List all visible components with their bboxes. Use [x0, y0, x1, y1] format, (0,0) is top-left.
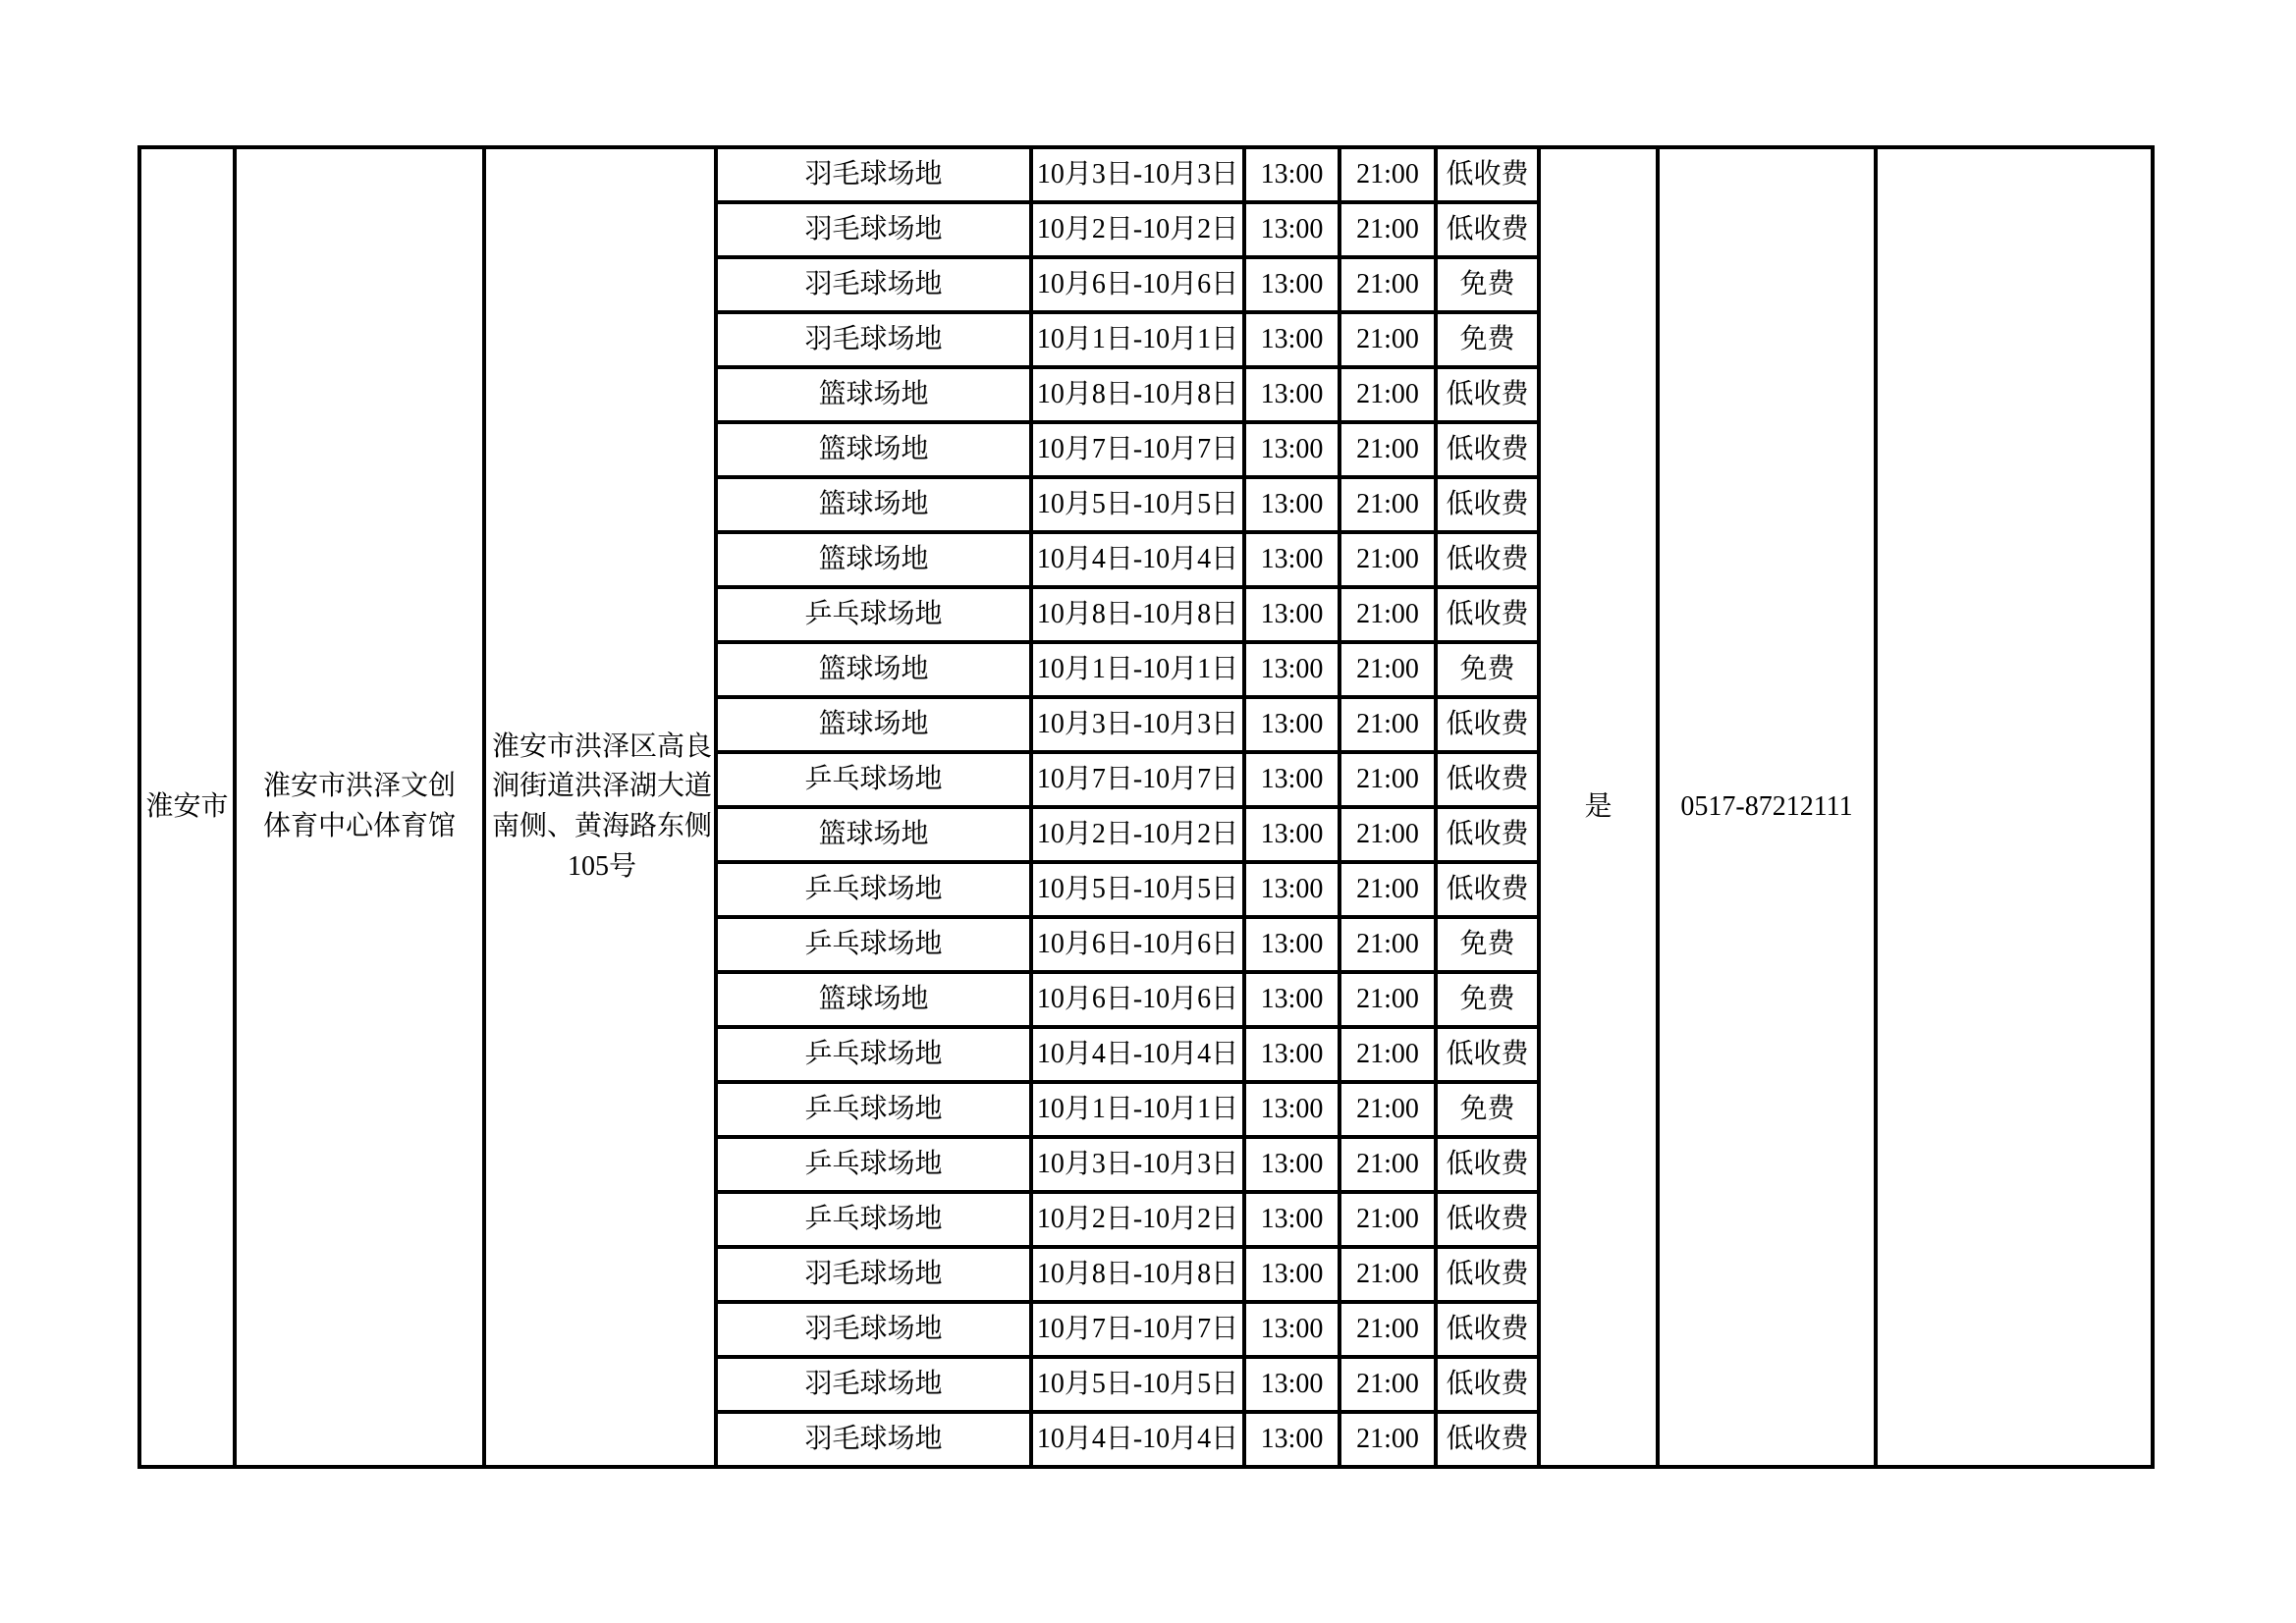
- cell-end-time: 21:00: [1339, 642, 1436, 697]
- cell-end-time: 21:00: [1339, 1192, 1436, 1247]
- cell-start-time: 13:00: [1244, 422, 1339, 477]
- cell-fee-level: 免费: [1436, 972, 1539, 1027]
- cell-facility-type: 羽毛球场地: [716, 1357, 1031, 1412]
- cell-fee-level: 低收费: [1436, 1137, 1539, 1192]
- cell-start-time: 13:00: [1244, 367, 1339, 422]
- cell-start-time: 13:00: [1244, 697, 1339, 752]
- cell-fee-level: 免费: [1436, 917, 1539, 972]
- cell-fee-level: 低收费: [1436, 1302, 1539, 1357]
- cell-start-time: 13:00: [1244, 257, 1339, 312]
- cell-start-time: 13:00: [1244, 642, 1339, 697]
- cell-start-time: 13:00: [1244, 917, 1339, 972]
- cell-start-time: 13:00: [1244, 862, 1339, 917]
- cell-date-range: 10月8日-10月8日: [1031, 1247, 1244, 1302]
- cell-fee-level: 低收费: [1436, 587, 1539, 642]
- cell-date-range: 10月1日-10月1日: [1031, 642, 1244, 697]
- cell-end-time: 21:00: [1339, 312, 1436, 367]
- cell-fee-level: 低收费: [1436, 147, 1539, 202]
- cell-end-time: 21:00: [1339, 1412, 1436, 1467]
- cell-end-time: 21:00: [1339, 1137, 1436, 1192]
- cell-date-range: 10月7日-10月7日: [1031, 422, 1244, 477]
- cell-start-time: 13:00: [1244, 1082, 1339, 1137]
- cell-end-time: 21:00: [1339, 202, 1436, 257]
- cell-date-range: 10月1日-10月1日: [1031, 312, 1244, 367]
- cell-start-time: 13:00: [1244, 1137, 1339, 1192]
- cell-facility-type: 篮球场地: [716, 367, 1031, 422]
- cell-date-range: 10月6日-10月6日: [1031, 257, 1244, 312]
- cell-end-time: 21:00: [1339, 477, 1436, 532]
- cell-date-range: 10月6日-10月6日: [1031, 917, 1244, 972]
- cell-fee-level: 免费: [1436, 312, 1539, 367]
- schedule-row: [139, 147, 2153, 202]
- cell-facility-type: 乒乓球场地: [716, 1082, 1031, 1137]
- cell-facility-type: 篮球场地: [716, 422, 1031, 477]
- cell-end-time: 21:00: [1339, 367, 1436, 422]
- cell-end-time: 21:00: [1339, 1302, 1436, 1357]
- cell-fee-level: 低收费: [1436, 807, 1539, 862]
- cell-end-time: 21:00: [1339, 807, 1436, 862]
- cell-facility-type: 乒乓球场地: [716, 862, 1031, 917]
- cell-end-time: 21:00: [1339, 752, 1436, 807]
- cell-end-time: 21:00: [1339, 917, 1436, 972]
- cell-start-time: 13:00: [1244, 202, 1339, 257]
- cell-end-time: 21:00: [1339, 257, 1436, 312]
- cell-date-range: 10月2日-10月2日: [1031, 1192, 1244, 1247]
- cell-facility-type: 羽毛球场地: [716, 312, 1031, 367]
- cell-facility-type: 羽毛球场地: [716, 1302, 1031, 1357]
- cell-facility-type: 篮球场地: [716, 972, 1031, 1027]
- cell-end-time: 21:00: [1339, 532, 1436, 587]
- cell-date-range: 10月4日-10月4日: [1031, 1027, 1244, 1082]
- cell-facility-type: 篮球场地: [716, 697, 1031, 752]
- cell-facility-type: 羽毛球场地: [716, 202, 1031, 257]
- cell-date-range: 10月5日-10月5日: [1031, 1357, 1244, 1412]
- venue-name-text: 淮安市洪泽文创体育中心体育馆: [262, 771, 456, 841]
- cell-date-range: 10月4日-10月4日: [1031, 1412, 1244, 1467]
- cell-start-time: 13:00: [1244, 972, 1339, 1027]
- cell-fee-level: 低收费: [1436, 1247, 1539, 1302]
- cell-end-time: 21:00: [1339, 1357, 1436, 1412]
- cell-fee-level: 低收费: [1436, 1027, 1539, 1082]
- cell-fee-level: 低收费: [1436, 1357, 1539, 1412]
- cell-facility-type: 篮球场地: [716, 807, 1031, 862]
- cell-fee-level: 免费: [1436, 257, 1539, 312]
- cell-start-time: 13:00: [1244, 1247, 1339, 1302]
- cell-city: 淮安市: [139, 147, 235, 1467]
- cell-open-flag: 是: [1539, 147, 1658, 1467]
- cell-fee-level: 低收费: [1436, 1192, 1539, 1247]
- cell-notes: [1876, 147, 2153, 1467]
- venues-table: [137, 145, 2155, 1469]
- cell-start-time: 13:00: [1244, 1192, 1339, 1247]
- cell-facility-type: 篮球场地: [716, 642, 1031, 697]
- cell-fee-level: 低收费: [1436, 202, 1539, 257]
- cell-date-range: 10月2日-10月2日: [1031, 202, 1244, 257]
- cell-end-time: 21:00: [1339, 422, 1436, 477]
- cell-facility-type: 乒乓球场地: [716, 1027, 1031, 1082]
- cell-fee-level: 免费: [1436, 1082, 1539, 1137]
- cell-facility-type: 羽毛球场地: [716, 147, 1031, 202]
- cell-start-time: 13:00: [1244, 147, 1339, 202]
- cell-end-time: 21:00: [1339, 697, 1436, 752]
- cell-facility-type: 羽毛球场地: [716, 257, 1031, 312]
- cell-end-time: 21:00: [1339, 1082, 1436, 1137]
- cell-end-time: 21:00: [1339, 972, 1436, 1027]
- cell-date-range: 10月5日-10月5日: [1031, 862, 1244, 917]
- cell-date-range: 10月8日-10月8日: [1031, 367, 1244, 422]
- table-body: [139, 147, 2153, 1467]
- cell-start-time: 13:00: [1244, 752, 1339, 807]
- cell-fee-level: 低收费: [1436, 862, 1539, 917]
- cell-date-range: 10月4日-10月4日: [1031, 532, 1244, 587]
- cell-start-time: 13:00: [1244, 1412, 1339, 1467]
- cell-start-time: 13:00: [1244, 1357, 1339, 1412]
- cell-date-range: 10月1日-10月1日: [1031, 1082, 1244, 1137]
- cell-fee-level: 免费: [1436, 642, 1539, 697]
- cell-facility-type: 篮球场地: [716, 532, 1031, 587]
- cell-start-time: 13:00: [1244, 477, 1339, 532]
- cell-end-time: 21:00: [1339, 587, 1436, 642]
- cell-date-range: 10月2日-10月2日: [1031, 807, 1244, 862]
- cell-facility-type: 篮球场地: [716, 477, 1031, 532]
- cell-fee-level: 低收费: [1436, 477, 1539, 532]
- cell-date-range: 10月5日-10月5日: [1031, 477, 1244, 532]
- cell-fee-level: 低收费: [1436, 422, 1539, 477]
- cell-start-time: 13:00: [1244, 587, 1339, 642]
- cell-facility-type: 乒乓球场地: [716, 752, 1031, 807]
- cell-date-range: 10月7日-10月7日: [1031, 752, 1244, 807]
- cell-facility-type: 羽毛球场地: [716, 1247, 1031, 1302]
- cell-date-range: 10月6日-10月6日: [1031, 972, 1244, 1027]
- cell-end-time: 21:00: [1339, 1027, 1436, 1082]
- cell-phone: 0517-87212111: [1658, 147, 1876, 1467]
- cell-facility-type: 乒乓球场地: [716, 917, 1031, 972]
- cell-end-time: 21:00: [1339, 862, 1436, 917]
- cell-fee-level: 低收费: [1436, 697, 1539, 752]
- cell-start-time: 13:00: [1244, 807, 1339, 862]
- cell-start-time: 13:00: [1244, 312, 1339, 367]
- cell-fee-level: 低收费: [1436, 1412, 1539, 1467]
- cell-facility-type: 羽毛球场地: [716, 1412, 1031, 1467]
- cell-facility-type: 乒乓球场地: [716, 1192, 1031, 1247]
- cell-end-time: 21:00: [1339, 147, 1436, 202]
- cell-facility-type: 乒乓球场地: [716, 587, 1031, 642]
- cell-start-time: 13:00: [1244, 1027, 1339, 1082]
- cell-date-range: 10月8日-10月8日: [1031, 587, 1244, 642]
- cell-date-range: 10月3日-10月3日: [1031, 697, 1244, 752]
- cell-end-time: 21:00: [1339, 1247, 1436, 1302]
- cell-venue-name: [235, 147, 484, 1467]
- cell-date-range: 10月3日-10月3日: [1031, 147, 1244, 202]
- cell-address: [484, 147, 716, 1467]
- cell-fee-level: 低收费: [1436, 752, 1539, 807]
- cell-start-time: 13:00: [1244, 1302, 1339, 1357]
- cell-date-range: 10月3日-10月3日: [1031, 1137, 1244, 1192]
- cell-date-range: 10月7日-10月7日: [1031, 1302, 1244, 1357]
- cell-fee-level: 低收费: [1436, 532, 1539, 587]
- address-text: 淮安市洪泽区高良涧街道洪泽湖大道南侧、黄海路东侧105号: [491, 730, 712, 882]
- cell-fee-level: 低收费: [1436, 367, 1539, 422]
- cell-start-time: 13:00: [1244, 532, 1339, 587]
- cell-facility-type: 乒乓球场地: [716, 1137, 1031, 1192]
